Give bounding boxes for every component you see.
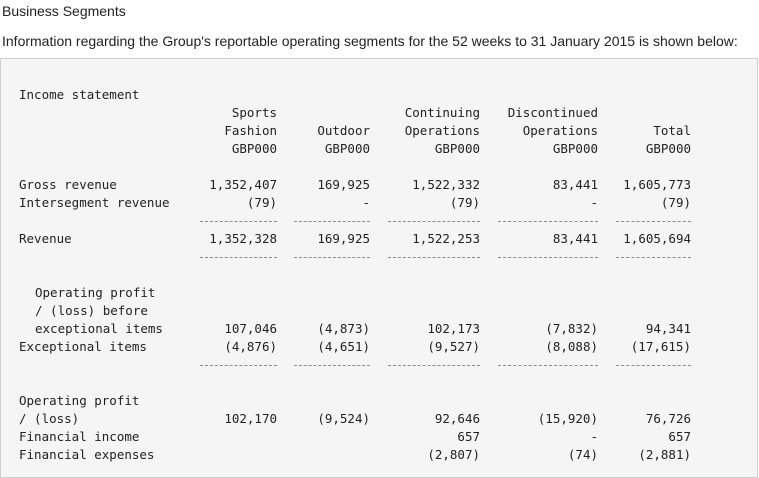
cell-revenue-continuing: 1,522,253	[412, 231, 480, 246]
page-title: Business Segments	[2, 3, 126, 19]
col-header-discontinued-line2: Operations	[522, 123, 598, 138]
cell-op-before-outdoor: (4,873)	[317, 321, 370, 336]
col-header-total-line2: Total	[653, 123, 691, 138]
row-label-op-profit-line1: Operating profit	[19, 393, 140, 408]
cell-op-profit-sports: 102,170	[224, 411, 277, 426]
total-rule	[388, 257, 480, 258]
subtotal-rule	[388, 365, 480, 366]
cell-revenue-total: 1,605,694	[623, 231, 691, 246]
total-rule	[294, 257, 370, 258]
cell-fin-expenses-continuing: (2,807)	[427, 447, 480, 462]
row-label-gross-revenue: Gross revenue	[19, 177, 117, 192]
cell-interseg-discontinued: -	[590, 195, 598, 210]
cell-fin-expenses-discontinued: (74)	[567, 447, 598, 462]
cell-gross-total: 1,605,773	[623, 177, 691, 192]
cell-interseg-total: (79)	[660, 195, 691, 210]
col-header-continuing-line2: Operations	[404, 123, 480, 138]
cell-fin-income-total: 657	[668, 429, 691, 444]
cell-op-before-continuing: 102,173	[427, 321, 480, 336]
total-rule	[200, 257, 277, 258]
cell-revenue-sports: 1,352,328	[209, 231, 277, 246]
cell-op-before-total: 94,341	[645, 321, 691, 336]
intro-text: Information regarding the Group's reportable operating segments for the 52 weeks to 31 January 2015 is shown below:	[2, 33, 738, 49]
row-label-intersegment: Intersegment revenue	[19, 195, 170, 210]
col-header-sports-unit: GBP000	[231, 141, 277, 156]
col-header-continuing-line1: Continuing	[404, 105, 480, 120]
cell-gross-discontinued: 83,441	[552, 177, 598, 192]
subtotal-rule	[616, 221, 691, 222]
cell-fin-expenses-total: (2,881)	[638, 447, 691, 462]
cell-op-before-sports: 107,046	[224, 321, 277, 336]
subtotal-rule	[388, 221, 480, 222]
subtotal-rule	[294, 221, 370, 222]
subtotal-rule	[498, 365, 598, 366]
total-rule	[616, 257, 691, 258]
cell-revenue-discontinued: 83,441	[552, 231, 598, 246]
cell-op-profit-continuing: 92,646	[434, 411, 480, 426]
col-header-discontinued-unit: GBP000	[552, 141, 598, 156]
col-header-continuing-unit: GBP000	[434, 141, 480, 156]
cell-exceptional-discontinued: (8,088)	[545, 339, 598, 354]
col-header-sports-line1: Sports	[231, 105, 277, 120]
row-label-op-before-line3: exceptional items	[35, 321, 163, 336]
income-statement-panel	[0, 58, 758, 478]
col-header-discontinued-line1: Discontinued	[507, 105, 598, 120]
col-header-outdoor-unit: GBP000	[324, 141, 370, 156]
row-label-fin-expenses: Financial expenses	[19, 447, 155, 462]
cell-gross-outdoor: 169,925	[317, 177, 370, 192]
col-header-total-unit: GBP000	[645, 141, 691, 156]
col-header-outdoor-line2: Outdoor	[317, 123, 370, 138]
total-rule	[498, 257, 598, 258]
cell-interseg-sports: (79)	[246, 195, 277, 210]
cell-fin-income-continuing: 657	[457, 429, 480, 444]
cell-fin-income-discontinued: -	[590, 429, 598, 444]
subtotal-rule	[200, 365, 277, 366]
cell-exceptional-continuing: (9,527)	[427, 339, 480, 354]
cell-op-profit-total: 76,726	[645, 411, 691, 426]
cell-op-before-discontinued: (7,832)	[545, 321, 598, 336]
cell-interseg-continuing: (79)	[449, 195, 480, 210]
subtotal-rule	[294, 365, 370, 366]
row-label-op-before-line1: Operating profit	[35, 285, 156, 300]
row-label-revenue: Revenue	[19, 231, 72, 246]
row-label-op-profit-line2: / (loss)	[19, 411, 80, 426]
cell-gross-sports: 1,352,407	[209, 177, 277, 192]
subtotal-rule	[498, 221, 598, 222]
subtotal-rule	[200, 221, 277, 222]
cell-exceptional-outdoor: (4,651)	[317, 339, 370, 354]
section-label: Income statement	[19, 87, 140, 102]
col-header-sports-line2: Fashion	[224, 123, 277, 138]
cell-revenue-outdoor: 169,925	[317, 231, 370, 246]
cell-op-profit-outdoor: (9,524)	[317, 411, 370, 426]
subtotal-rule	[616, 365, 691, 366]
cell-exceptional-total: (17,615)	[630, 339, 691, 354]
cell-exceptional-sports: (4,876)	[224, 339, 277, 354]
cell-op-profit-discontinued: (15,920)	[537, 411, 598, 426]
row-label-fin-income: Financial income	[19, 429, 140, 444]
cell-gross-continuing: 1,522,332	[412, 177, 480, 192]
row-label-op-before-line2: / (loss) before	[35, 303, 148, 318]
row-label-exceptional: Exceptional items	[19, 339, 147, 354]
cell-interseg-outdoor: -	[362, 195, 370, 210]
